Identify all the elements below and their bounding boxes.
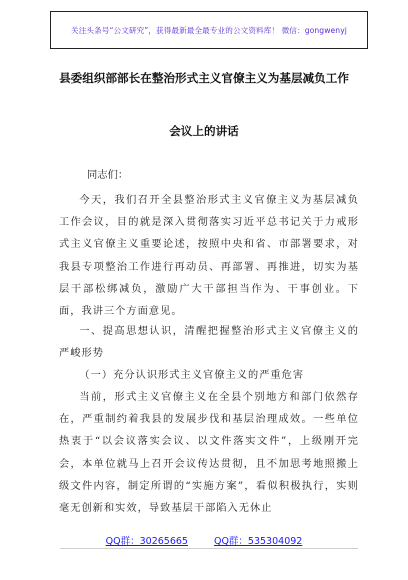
salutation: 同志们： bbox=[87, 169, 129, 181]
footer-qq-group-1[interactable]: QQ群：30265665 bbox=[105, 536, 188, 547]
paragraph-body: 当前，形式主义官僚主义在全县个别地方和部门依然存在，严重制约着我县的发展步伐和基层治理成效。一些单位热衷于“以会议落实会议、以文件落实文件”，上级刚开完会，本单位就马上召开会议传达贯彻，且不加思考地照搬上级文件内容，制定所谓的“实施方案”，看似积极执行，实则毫无创新和实效，导致基层干部陷入无休止 bbox=[59, 392, 359, 515]
document-title-line1: 县委组织部部长在整治形式主义官僚主义为基层减负工作 bbox=[59, 71, 349, 85]
header-banner bbox=[50, 11, 368, 49]
footer bbox=[0, 533, 408, 547]
paragraph-intro: 今天，我们召开全县整治形式主义官僚主义为基层减负工作会议，目的就是深入贯彻落实习近平总书记关于力戒形式主义官僚主义重要论述，按照中央和省、市部署要求，对我县专项整治工作进行再动员、再部署、再推进，切实为基层干部松绑减负，激励广大干部担当作为、干事创业。下面，我讲三个方面意见。 bbox=[59, 195, 359, 318]
section-heading-1: 一、提高思想认识，清醒把握整治形式主义官僚主义的严峻形势 bbox=[59, 326, 359, 360]
footer-qq-group-2[interactable]: QQ群：535304092 bbox=[213, 536, 303, 547]
subsection-heading-1: （一）充分认识形式主义官僚主义的严重危害 bbox=[79, 370, 305, 381]
document-title-line2: 会议上的讲话 bbox=[169, 124, 239, 138]
banner-text: 关注头条号“公文研究”，获得最新最全最专业的公文资料库！ 微信：gongwenyj bbox=[71, 25, 347, 35]
footer-divider bbox=[60, 548, 358, 549]
